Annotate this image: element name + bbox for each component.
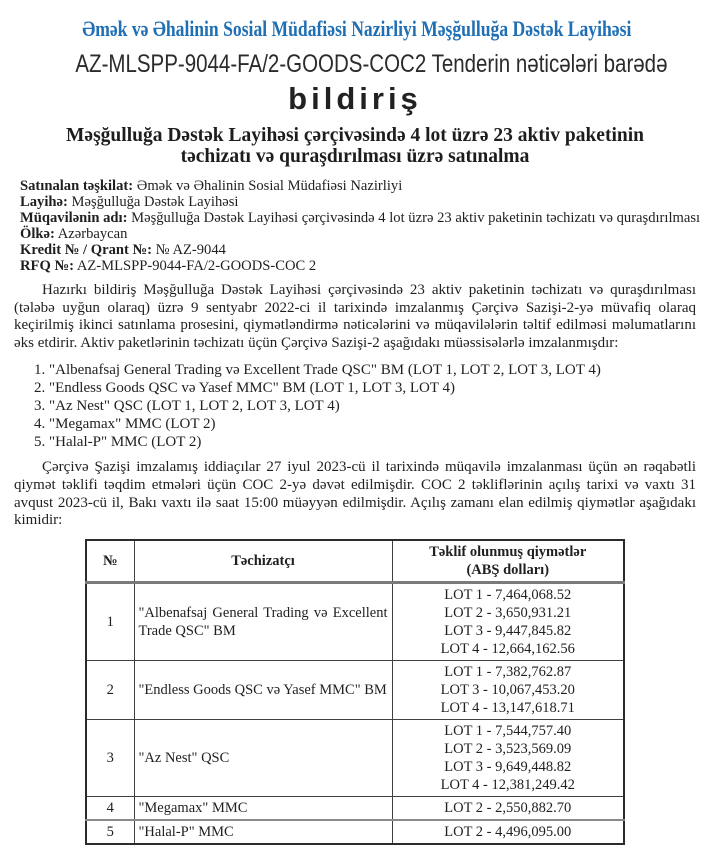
field-value: Azərbaycan bbox=[57, 226, 128, 242]
col-header-prices-line2: (ABŞ dolları) bbox=[466, 561, 550, 578]
field-label: Layihə: bbox=[20, 194, 68, 210]
supplier-name: "Halal-P" MMC bbox=[134, 820, 392, 844]
field-value: Əmək və Əhalinin Sosial Müdafiəsi Nazirliyi bbox=[136, 178, 403, 194]
row-number: 2 bbox=[86, 660, 134, 719]
list-item: 5. "Halal-P" MMC (LOT 2) bbox=[34, 434, 202, 451]
lot-price: LOT 3 - 10,067,453.20 bbox=[440, 681, 575, 698]
ministry-project-title: Əmək və Əhalinin Sosial Müdafiəsi Nazirliyi Məşğulluğa Dəstək Layihəsi bbox=[82, 16, 632, 41]
field-value: AZ-MLSPP-9044-FA/2-GOODS-COC 2 bbox=[76, 258, 317, 274]
bid-prices-table bbox=[85, 539, 625, 845]
row-number: 5 bbox=[86, 820, 134, 844]
field-purchasing-org bbox=[20, 178, 696, 194]
intro-paragraph: Hazırkı bildiriş Məşğulluğa Dəstək Layihəsi çərçivəsində 23 aktiv paketinin təchizatı və quraşdırılması (tələbə uyğun olaraq) üzrə 9 sentyabr 2022-ci il tarixində imzalanmış Çərçivə Sazişi-2-yə müvafiq olaraq keçirilmiş ikinci satınlama prosesini, qiymətləndirmə nəticələrini və müqavilələrin təltif edilməsi məlumatlarını əks etdirir. Aktiv paketlərinin təchizatı üçün Çərçivə Sazişi-2 aşağıdakı müəssisələrlə imzalanmışdır: bbox=[14, 282, 696, 351]
lot-price: LOT 2 - 2,550,882.70 bbox=[444, 799, 572, 816]
procurement-heading-line2: təchizatı və quraşdırılması üzrə satınalma bbox=[180, 146, 530, 167]
lot-price: LOT 2 - 3,650,931.21 bbox=[444, 604, 572, 621]
list-item: 3. "Az Nest" QSC (LOT 1, LOT 2, LOT 3, LOT 4) bbox=[34, 398, 340, 415]
field-value: № AZ-9044 bbox=[155, 242, 226, 258]
table-row bbox=[86, 582, 624, 660]
list-item: 1. "Albenafsaj General Trading və Excellent Trade QSC" BM (LOT 1, LOT 2, LOT 3, LOT 4) bbox=[34, 362, 601, 379]
field-label: Müqavilənin adı: bbox=[20, 210, 128, 226]
field-credit-grant-no bbox=[20, 242, 696, 258]
lot-price: LOT 2 - 4,496,095.00 bbox=[444, 823, 572, 840]
field-value: Məşğulluğa Dəstək Layihəsi çərçivəsində 4 lot üzrə 23 aktiv paketinin təchizatı və quraşdırılması bbox=[131, 210, 701, 226]
col-header-supplier: Təchizatçı bbox=[134, 540, 392, 583]
procurement-heading-line1: Məşğulluğa Dəstək Layihəsi çərçivəsində 4 lot üzrə 23 aktiv paketinin bbox=[66, 125, 644, 146]
lot-price: LOT 4 - 12,664,162.56 bbox=[440, 640, 575, 657]
lot-prices bbox=[392, 719, 624, 796]
lot-price: LOT 2 - 3,523,569.09 bbox=[444, 740, 572, 757]
supplier-name: "Megamax" MMC bbox=[134, 796, 392, 820]
col-header-prices bbox=[392, 540, 624, 583]
lot-price: LOT 1 - 7,382,762.87 bbox=[444, 663, 572, 680]
lot-price: LOT 4 - 12,381,249.42 bbox=[440, 776, 575, 793]
lot-price: LOT 4 - 13,147,618.71 bbox=[440, 699, 575, 716]
col-header-prices-line1: Təklif olunmuş qiymətlər bbox=[429, 543, 587, 560]
field-rfq-no bbox=[20, 258, 696, 274]
list-item: 4. "Megamax" MMC (LOT 2) bbox=[34, 416, 216, 433]
row-number: 4 bbox=[86, 796, 134, 820]
field-label: Ölkə: bbox=[20, 226, 55, 242]
field-value: Məşğulluğa Dəstək Layihəsi bbox=[71, 194, 239, 210]
lot-price: LOT 1 - 7,544,757.40 bbox=[444, 722, 572, 739]
supplier-name: "Endless Goods QSC və Yasef MMC" BM bbox=[134, 660, 392, 719]
summary-fields bbox=[20, 178, 701, 274]
supplier-name: "Az Nest" QSC bbox=[134, 719, 392, 796]
signed-suppliers-list bbox=[34, 361, 696, 451]
field-country bbox=[20, 226, 696, 242]
field-project bbox=[20, 194, 696, 210]
col-header-no: № bbox=[86, 540, 134, 583]
tender-reference-title: AZ-MLSPP-9044-FA/2-GOODS-COC2 Tenderin nəticələri barədə bbox=[75, 50, 668, 78]
table-row bbox=[86, 660, 624, 719]
table-header-row bbox=[86, 540, 624, 583]
lot-price: LOT 3 - 9,447,845.82 bbox=[444, 622, 572, 639]
coc2-paragraph: Çərçivə Şazişi imzalamış iddiaçılar 27 iyul 2023-cü il tarixində müqavilə imzalanması üçün ən rəqabətli qiymət təklifi təqdim etmələri üçün COC 2-yə dəvət edilmişdir. COC 2 təkliflərinin açılış tarixi və vaxtı 31 avqust 2023-cü il, Bakı vaxtı ilə saat 15:00 müəyyən edilmişdir. Açılış zamanı elan edilmiş qiymətlər aşağıdakı kimidir: bbox=[14, 459, 696, 529]
table-row bbox=[86, 796, 624, 820]
field-label: RFQ №: bbox=[20, 258, 74, 274]
field-label: Kredit № / Qrant №: bbox=[20, 242, 153, 258]
lot-prices bbox=[392, 820, 624, 844]
row-number: 3 bbox=[86, 719, 134, 796]
lot-prices bbox=[392, 660, 624, 719]
notice-word: bildiriş bbox=[288, 81, 422, 116]
row-number: 1 bbox=[86, 582, 134, 660]
lot-prices bbox=[392, 796, 624, 820]
table-row bbox=[86, 719, 624, 796]
lot-price: LOT 3 - 9,649,448.82 bbox=[444, 758, 572, 775]
procurement-heading bbox=[14, 125, 696, 167]
field-contract-name bbox=[20, 210, 701, 226]
supplier-name: "Albenafsaj General Trading və Excellent Trade QSC" BM bbox=[134, 582, 392, 660]
list-item: 2. "Endless Goods QSC və Yasef MMC" BM (LOT 1, LOT 3, LOT 4) bbox=[34, 380, 456, 397]
table-row bbox=[86, 820, 624, 844]
field-label: Satınalan təşkilat: bbox=[20, 178, 134, 194]
lot-price: LOT 1 - 7,464,068.52 bbox=[444, 586, 572, 603]
lot-prices bbox=[392, 582, 624, 660]
